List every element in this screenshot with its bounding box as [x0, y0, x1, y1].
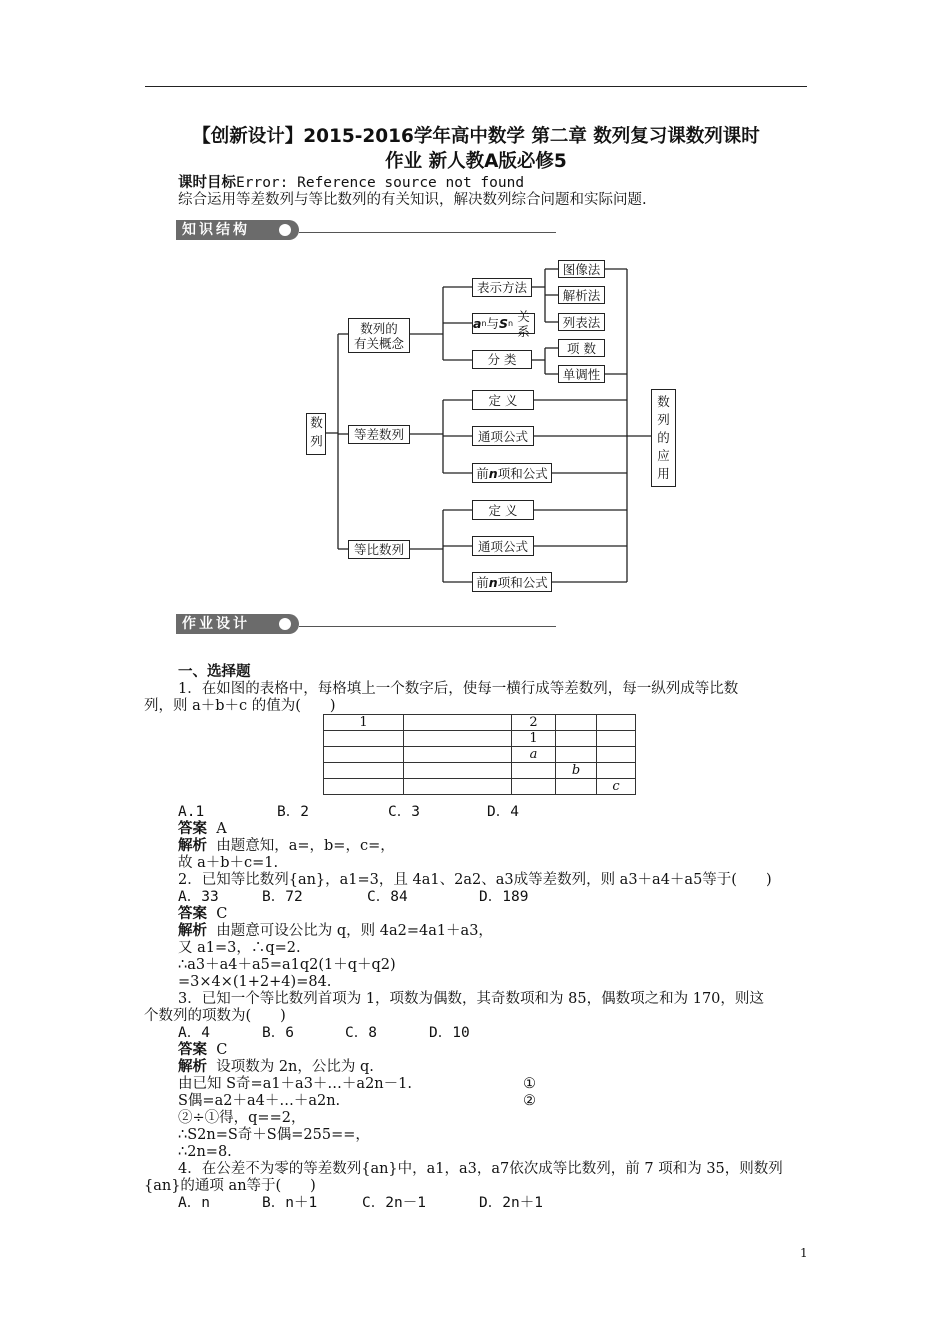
- q1-option-a: A.1: [178, 804, 205, 820]
- node-class-mono: 单调性: [558, 365, 605, 383]
- part-heading: 一、选择题: [178, 664, 251, 680]
- q4-line2: {an}的通项 an等于( ): [144, 1178, 316, 1194]
- q3-option-a: A．4: [178, 1025, 210, 1041]
- node-geo-def: 定 义: [472, 500, 534, 520]
- answer-value: C: [216, 906, 228, 922]
- table-cell: [324, 779, 404, 795]
- sum-pre: 前: [476, 574, 489, 590]
- node-arith: 等差数列: [348, 425, 410, 444]
- q2-analysis-1: [178, 923, 493, 940]
- node-method-table: 列表法: [558, 313, 605, 331]
- table-row: [324, 731, 636, 747]
- node-represent: 表示方法: [472, 278, 532, 297]
- q3-mark-2: ②: [523, 1093, 536, 1109]
- answer-value: A: [216, 821, 227, 837]
- table-cell: c: [597, 779, 636, 795]
- q2-option-a: A．33: [178, 889, 219, 905]
- q1-analysis-1: [178, 838, 395, 855]
- node-an-sn: [472, 308, 535, 339]
- analysis-label: 解析: [178, 1059, 207, 1075]
- q3-option-c: C．8: [345, 1025, 377, 1041]
- node-geo: 等比数列: [348, 540, 410, 559]
- sum-n: n: [488, 574, 498, 590]
- table-cell: [556, 715, 597, 731]
- q2-option-c: C．84: [367, 889, 408, 905]
- q1-answer: [178, 821, 227, 838]
- q4-option-d: D．2n＋1: [479, 1195, 543, 1211]
- an-sn-sub2: n: [508, 319, 514, 328]
- q1-option-b: B．2: [277, 804, 309, 820]
- an-sn-s: S: [499, 316, 509, 331]
- node-root-label: 数列: [308, 415, 324, 453]
- sum-pre: 前: [476, 465, 489, 481]
- analysis-label: 解析: [178, 838, 207, 854]
- table-cell: [512, 763, 556, 779]
- q2-answer: [178, 906, 227, 923]
- table-cell: [556, 747, 597, 763]
- q3-analysis-6: ∴2n=8.: [178, 1144, 232, 1160]
- knowledge-diagram: [0, 0, 950, 600]
- banner-line: [299, 626, 556, 627]
- q3-answer: [178, 1042, 227, 1059]
- analysis-label: 解析: [178, 923, 207, 939]
- goal-label: 课时目标: [178, 175, 236, 191]
- table-cell: [597, 763, 636, 779]
- table-cell: [404, 731, 512, 747]
- q3-analysis-1: [178, 1059, 374, 1076]
- analysis-text: 设项数为 2n，公比为 q.: [216, 1059, 374, 1075]
- node-arith-sum: [472, 463, 552, 483]
- q2-analysis-4: =3×4×(1+2+4)=84.: [178, 974, 332, 990]
- an-sn-a: a: [473, 316, 482, 331]
- banner-dot-icon: [279, 618, 291, 630]
- table-cell: b: [556, 763, 597, 779]
- analysis-text: 由题意知，a=，b=，c=，: [216, 838, 395, 854]
- q2-option-b: B．72: [262, 889, 303, 905]
- app-char: 用: [657, 466, 670, 481]
- node-root: [306, 413, 326, 455]
- q2-analysis-3: ∴a3＋a4＋a5=a1q2(1＋q＋q2): [178, 957, 396, 973]
- an-sn-end: 关系: [517, 308, 530, 339]
- app-char: 的: [657, 430, 670, 445]
- table-cell: [324, 731, 404, 747]
- q1-line1: 1．在如图的表格中，每格填上一个数字后，使每一横行成等差数列，每一纵列成等比数: [178, 681, 739, 697]
- q1-line2: 列，则 a＋b＋c 的值为( ): [144, 698, 336, 714]
- node-class-count: 项 数: [558, 339, 605, 357]
- table-row: [324, 747, 636, 763]
- q3-mark-1: ①: [523, 1076, 536, 1092]
- node-concept: [348, 318, 410, 353]
- table-row: [324, 779, 636, 795]
- table-cell: [597, 715, 636, 731]
- table-cell: 2: [512, 715, 556, 731]
- q3-analysis-3: S偶=a2＋a4＋…＋a2n.: [178, 1093, 341, 1109]
- table-cell: [324, 763, 404, 779]
- q4-option-b: B．n＋1: [262, 1195, 318, 1211]
- table-row: [324, 763, 636, 779]
- answer-value: C: [216, 1042, 228, 1058]
- q3-analysis-5: ∴S2n=S奇＋S偶=255==，: [178, 1127, 370, 1143]
- q4-option-a: A．n: [178, 1195, 210, 1211]
- table-cell: 1: [512, 731, 556, 747]
- table-cell: [404, 747, 512, 763]
- q4-line1: 4．在公差不为零的等差数列{an}中，a1，a3，a7依次成等比数列，前 7 项和为 35，则数列: [178, 1161, 783, 1177]
- banner-label: 作业设计: [176, 614, 299, 634]
- node-application: [651, 389, 676, 487]
- answer-label: 答案: [178, 821, 207, 837]
- q3-option-b: B．6: [262, 1025, 294, 1041]
- table-cell: [404, 763, 512, 779]
- table-cell: [597, 747, 636, 763]
- app-char: 列: [657, 412, 670, 427]
- node-geo-sum: [472, 572, 552, 592]
- answer-label: 答案: [178, 1042, 207, 1058]
- app-char: 应: [657, 448, 670, 463]
- doc-title-line2: 作业 新人教A版必修5: [385, 151, 567, 172]
- q1-table: [323, 714, 636, 795]
- q1-option-c: C．3: [388, 804, 420, 820]
- page-number: 1: [800, 1246, 808, 1260]
- q3-line1: 3．已知一个等比数列首项为 1，项数为偶数，其奇数项和为 85，偶数项之和为 170，则这: [178, 991, 764, 1007]
- q3-analysis-4: ②÷①得，q==2，: [178, 1110, 306, 1126]
- section-banner-homework: [176, 614, 556, 634]
- answer-label: 答案: [178, 906, 207, 922]
- table-cell: [512, 779, 556, 795]
- node-method-graph: 图像法: [558, 260, 605, 278]
- table-cell: [404, 715, 512, 731]
- goal-error: Error: Reference source not found: [236, 175, 525, 191]
- q3-analysis-2: 由已知 S奇=a1＋a3＋…＋a2n－1.: [178, 1076, 412, 1092]
- table-cell: [556, 779, 597, 795]
- q1-option-d: D．4: [487, 804, 519, 820]
- q2-option-d: D．189: [479, 889, 529, 905]
- table-cell: 1: [324, 715, 404, 731]
- an-sn-sub1: n: [481, 319, 487, 328]
- table-cell: [556, 731, 597, 747]
- banner-label: 知识结构: [176, 220, 299, 240]
- node-concept-line1: 数列的: [360, 320, 398, 336]
- app-char: 数: [657, 394, 670, 409]
- analysis-text: 由题意可设公比为 q，则 4a2=4a1＋a3，: [216, 923, 493, 939]
- node-classify: 分 类: [472, 350, 532, 369]
- node-arith-term: 通项公式: [472, 426, 534, 446]
- sum-n: n: [488, 465, 498, 481]
- node-arith-def: 定 义: [472, 390, 534, 410]
- q1-analysis-2: 故 a＋b＋c=1.: [178, 855, 279, 871]
- q2-line1: 2．已知等比数列{an}，a1=3，且 4a1、2a2、a3成等差数列，则 a3＋a4＋a5等于( ): [178, 872, 772, 888]
- table-cell: [404, 779, 512, 795]
- sum-post: 项和公式: [497, 465, 548, 481]
- sum-post: 项和公式: [497, 574, 548, 590]
- table-row: [324, 715, 636, 731]
- doc-title-line1: 【创新设计】2015-2016学年高中数学 第二章 数列复习课数列课时: [192, 126, 760, 147]
- node-concept-line2: 有关概念: [353, 335, 404, 351]
- q2-analysis-2: 又 a1=3，∴q=2.: [178, 940, 301, 956]
- an-sn-mid: 与: [486, 316, 500, 331]
- q4-option-c: C．2n－1: [362, 1195, 426, 1211]
- table-cell: [324, 747, 404, 763]
- node-method-formula: 解析法: [558, 286, 605, 304]
- table-cell: [597, 731, 636, 747]
- goal-text: 综合运用等差数列与等比数列的有关知识，解决数列综合问题和实际问题.: [178, 192, 647, 208]
- q3-option-d: D．10: [429, 1025, 470, 1041]
- table-cell: a: [512, 747, 556, 763]
- node-geo-term: 通项公式: [472, 536, 534, 556]
- q3-line2: 个数列的项数为( ): [144, 1008, 286, 1024]
